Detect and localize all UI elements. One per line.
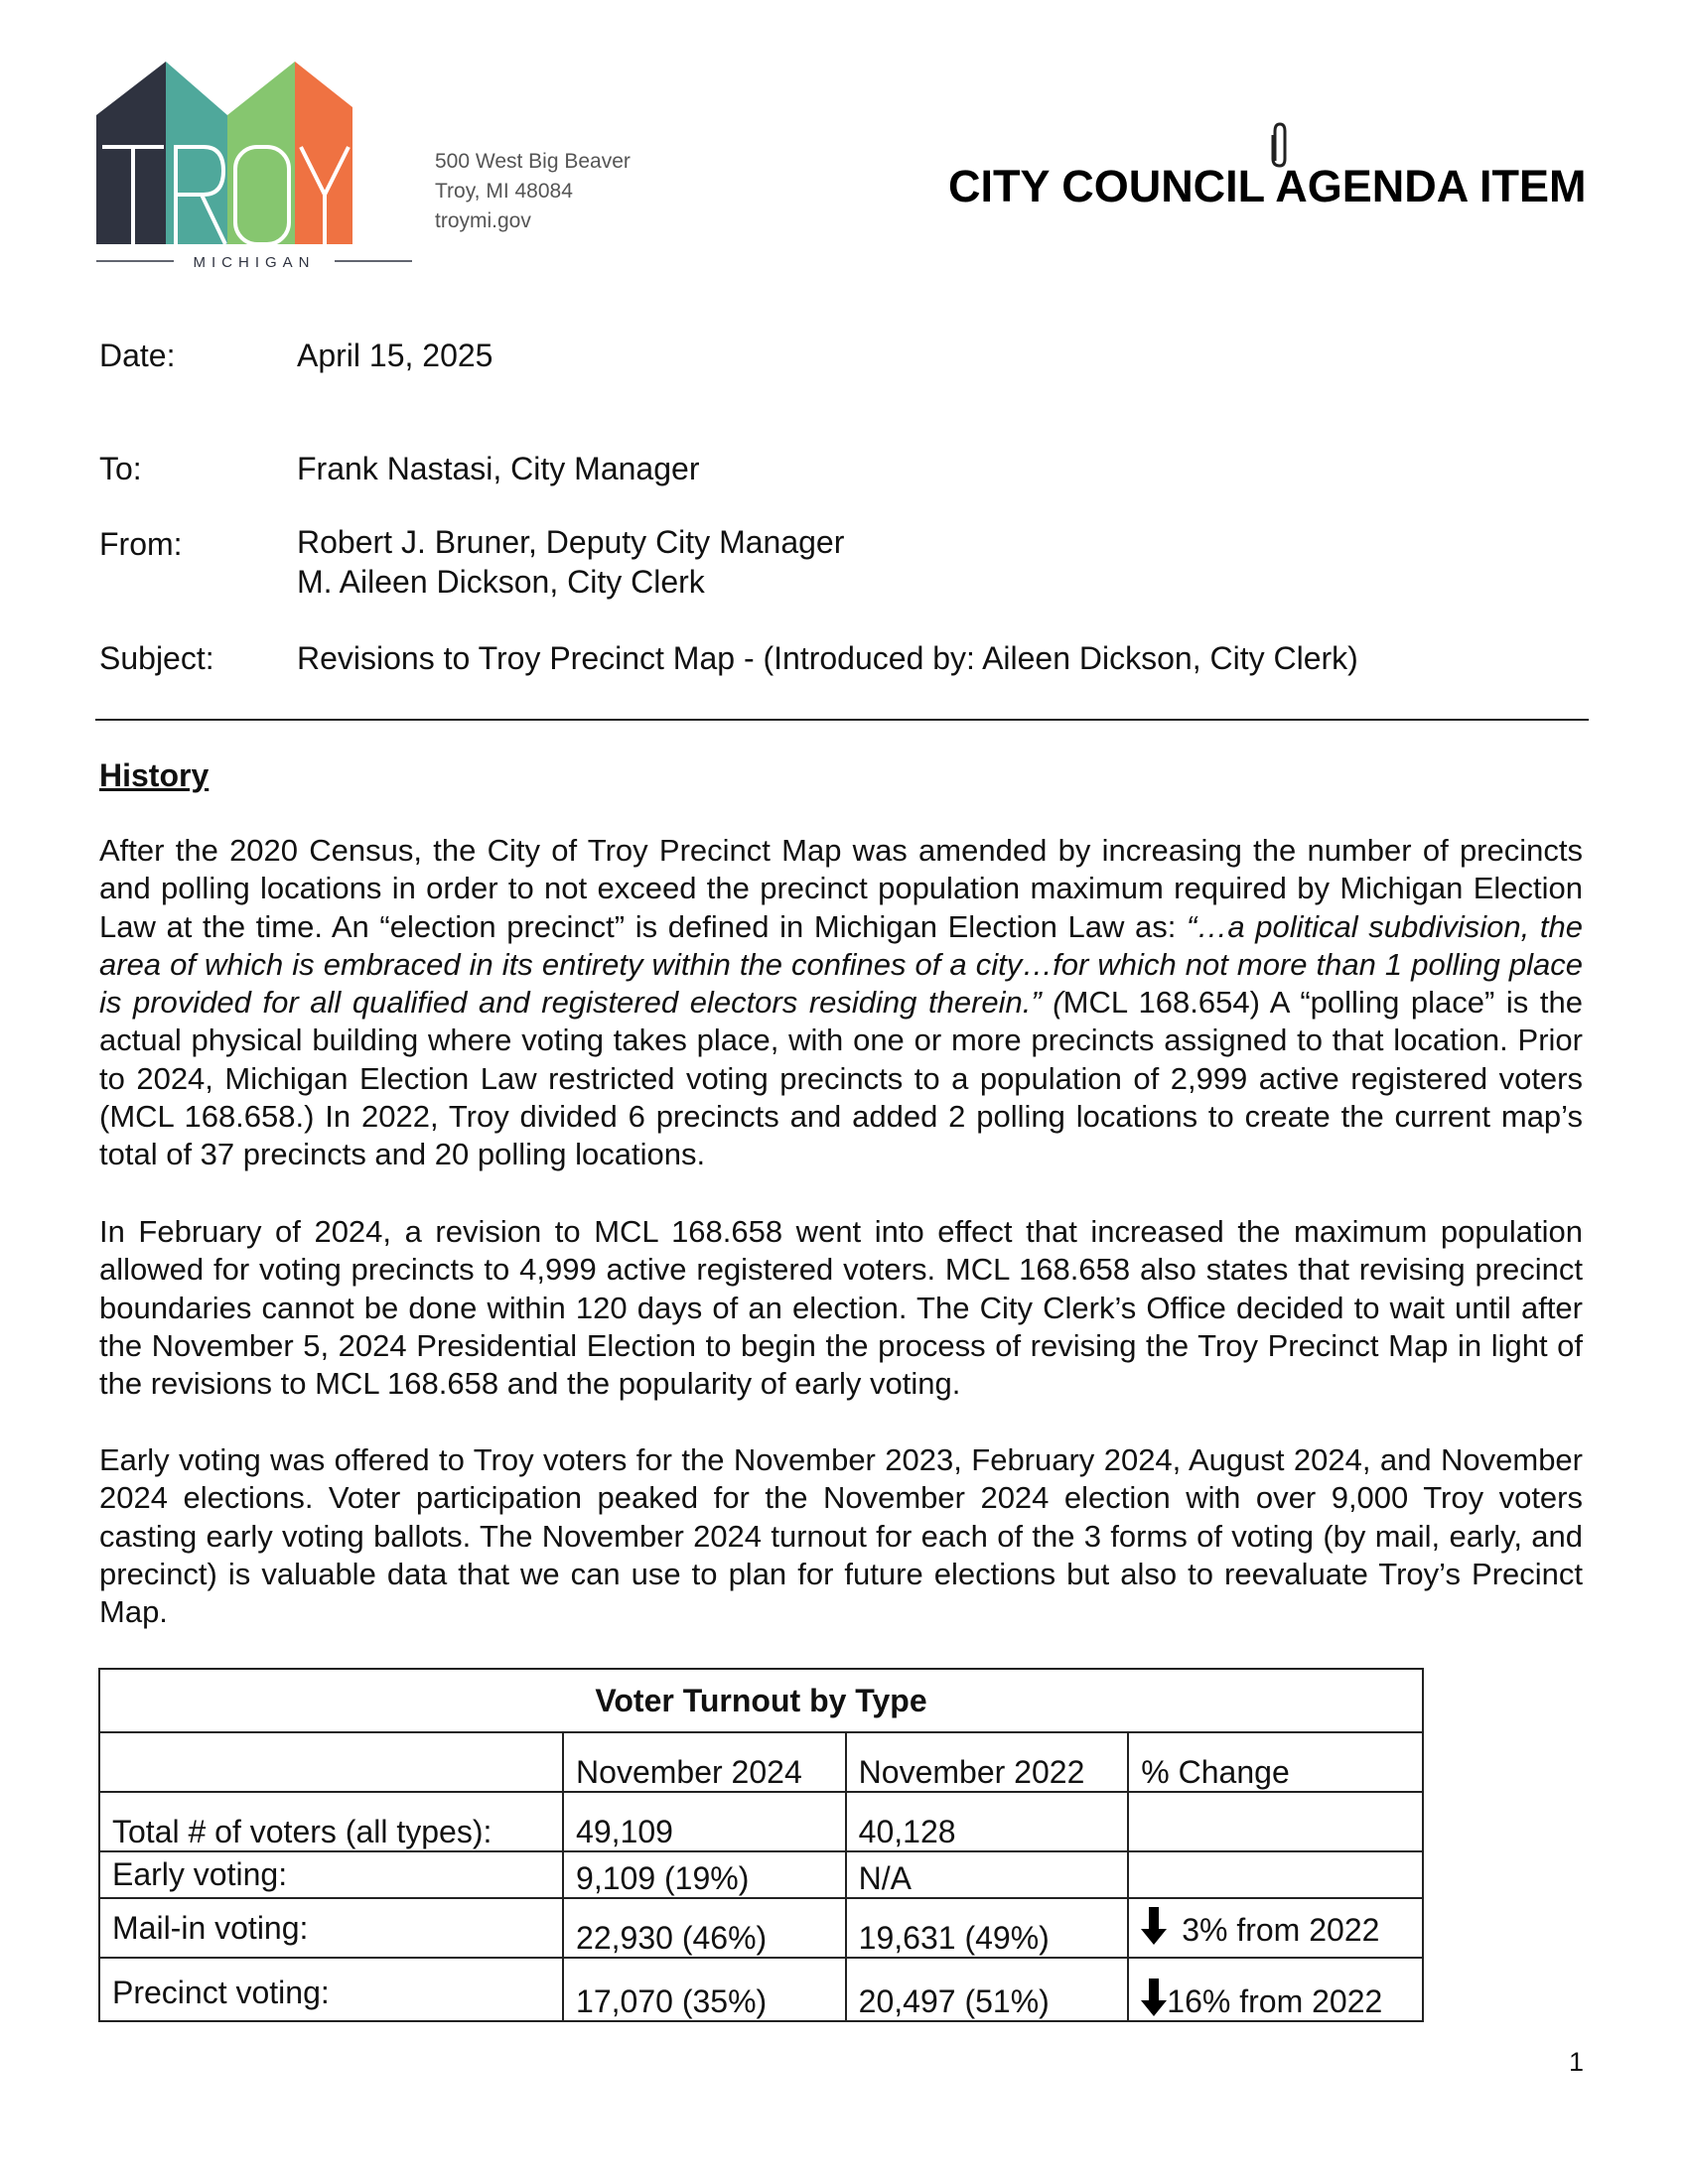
cell-nov2022: 19,631 (49%)	[846, 1898, 1129, 1958]
from-value-2: M. Aileen Dickson, City Clerk	[297, 564, 705, 600]
table-row	[99, 1958, 1423, 2021]
cell-nov2024: 22,930 (46%)	[563, 1898, 846, 1958]
change-text: 16% from 2022	[1167, 1983, 1383, 2019]
from-values	[297, 522, 844, 602]
paperclip-icon	[1269, 121, 1291, 169]
cell-nov2022: 20,497 (51%)	[846, 1958, 1129, 2021]
row-label: Total # of voters (all types):	[99, 1792, 563, 1851]
troy-logo	[96, 56, 412, 274]
website-text: troymi.gov	[435, 209, 531, 232]
paragraph-1-part1: After the 2020 Census, the City of Troy Precinct Map was amended by increasing the number of precincts and polling locations in order to not exceed the precinct population maximum required by Michigan Election Law at the time. An “election precinct” is defined in Michigan Election Law as:	[99, 833, 1583, 944]
svg-text:MICHIGAN: MICHIGAN	[193, 254, 316, 271]
subject-value: Revisions to Troy Precinct Map - (Introduced by: Aileen Dickson, City Clerk)	[297, 640, 1358, 676]
header-divider	[95, 719, 1589, 721]
cell-nov2022: 40,128	[846, 1792, 1129, 1851]
cell-nov2024: 17,070 (35%)	[563, 1958, 846, 2021]
address-line1: 500 West Big Beaver	[435, 150, 631, 173]
page-number: 1	[1569, 2047, 1585, 2077]
row-label: Mail-in voting:	[99, 1898, 563, 1958]
paragraph-1-part2: MCL 168.654) A “polling place” is the actual physical building where voting takes place, with one or more precincts assigned to that location. Prior to 2024, Michigan Election Law restricted voting precincts to a population of 2,999 active registered voters (MCL 168.658.) In 2022, Troy divided 6 precincts and added 2 polling locations to create the current map’s total of 37 precincts and 20 polling locations.	[99, 985, 1583, 1172]
column-header: November 2022	[846, 1732, 1129, 1792]
cell-nov2022: N/A	[846, 1851, 1129, 1898]
address-block	[435, 147, 631, 236]
table-header-row	[99, 1732, 1423, 1792]
change-text: 3% from 2022	[1173, 1912, 1380, 1948]
table-row	[99, 1792, 1423, 1851]
column-header: % Change	[1128, 1732, 1423, 1792]
subject-label: Subject:	[99, 640, 214, 676]
date-value: April 15, 2025	[297, 338, 493, 373]
cell-change	[1128, 1898, 1423, 1958]
cell-change	[1128, 1792, 1423, 1851]
column-header: November 2024	[563, 1732, 846, 1792]
agenda-title: CITY COUNCIL AGENDA ITEM	[948, 161, 1587, 211]
date-label: Date:	[99, 338, 176, 373]
section-heading: History	[99, 757, 210, 793]
row-label: Early voting:	[99, 1851, 563, 1898]
to-value: Frank Nastasi, City Manager	[297, 451, 700, 486]
cell-nov2024: 49,109	[563, 1792, 846, 1851]
paragraph-2: In February of 2024, a revision to MCL 168.658 went into effect that increased the maximum population allowed for voting precincts to 4,999 active registered voters. MCL 168.658 also states that revising precinct boundaries cannot be done within 120 days of an election. The City Clerk’s Office decided to wait until after the November 5, 2024 Presidential Election to begin the process of revising the Troy Precinct Map in light of the revisions to MCL 168.658 and the popularity of early voting.	[99, 1214, 1583, 1402]
table-row	[99, 1851, 1423, 1898]
cell-nov2024: 9,109 (19%)	[563, 1851, 846, 1898]
paragraph-1-quote: “…a political subdivision, the area of which is embraced in its entirety within the confines of a city…for which not more than 1 polling place is provided for all qualified and registered electors residing therein.” (	[99, 908, 1583, 1021]
cell-change	[1128, 1958, 1423, 2021]
table-title: Voter Turnout by Type	[99, 1669, 1423, 1732]
to-label: To:	[99, 451, 142, 486]
from-label: From:	[99, 526, 183, 562]
voter-turnout-table	[98, 1668, 1424, 2022]
cell-change	[1128, 1851, 1423, 1898]
from-value-1: Robert J. Bruner, Deputy City Manager	[297, 524, 845, 560]
table-row	[99, 1898, 1423, 1958]
table-title-row	[99, 1669, 1423, 1732]
down-arrow-icon	[1141, 1907, 1167, 1945]
paragraph-3: Early voting was offered to Troy voters for the November 2023, February 2024, August 2024, and November 2024 elections. Voter participation peaked for the November 2024 election with over 9,000 Troy voters casting early voting ballots. The November 2024 turnout for each of the 3 forms of voting (by mail, early, and precinct) is valuable data that we can use to plan for future elections but also to reevaluate Troy’s Precinct Map.	[99, 1442, 1583, 1630]
paragraph-1	[99, 832, 1583, 1174]
column-header	[99, 1732, 563, 1792]
row-label: Precinct voting:	[99, 1958, 563, 2021]
address-line2: Troy, MI 48084	[435, 180, 573, 203]
down-arrow-icon	[1141, 1979, 1167, 2016]
